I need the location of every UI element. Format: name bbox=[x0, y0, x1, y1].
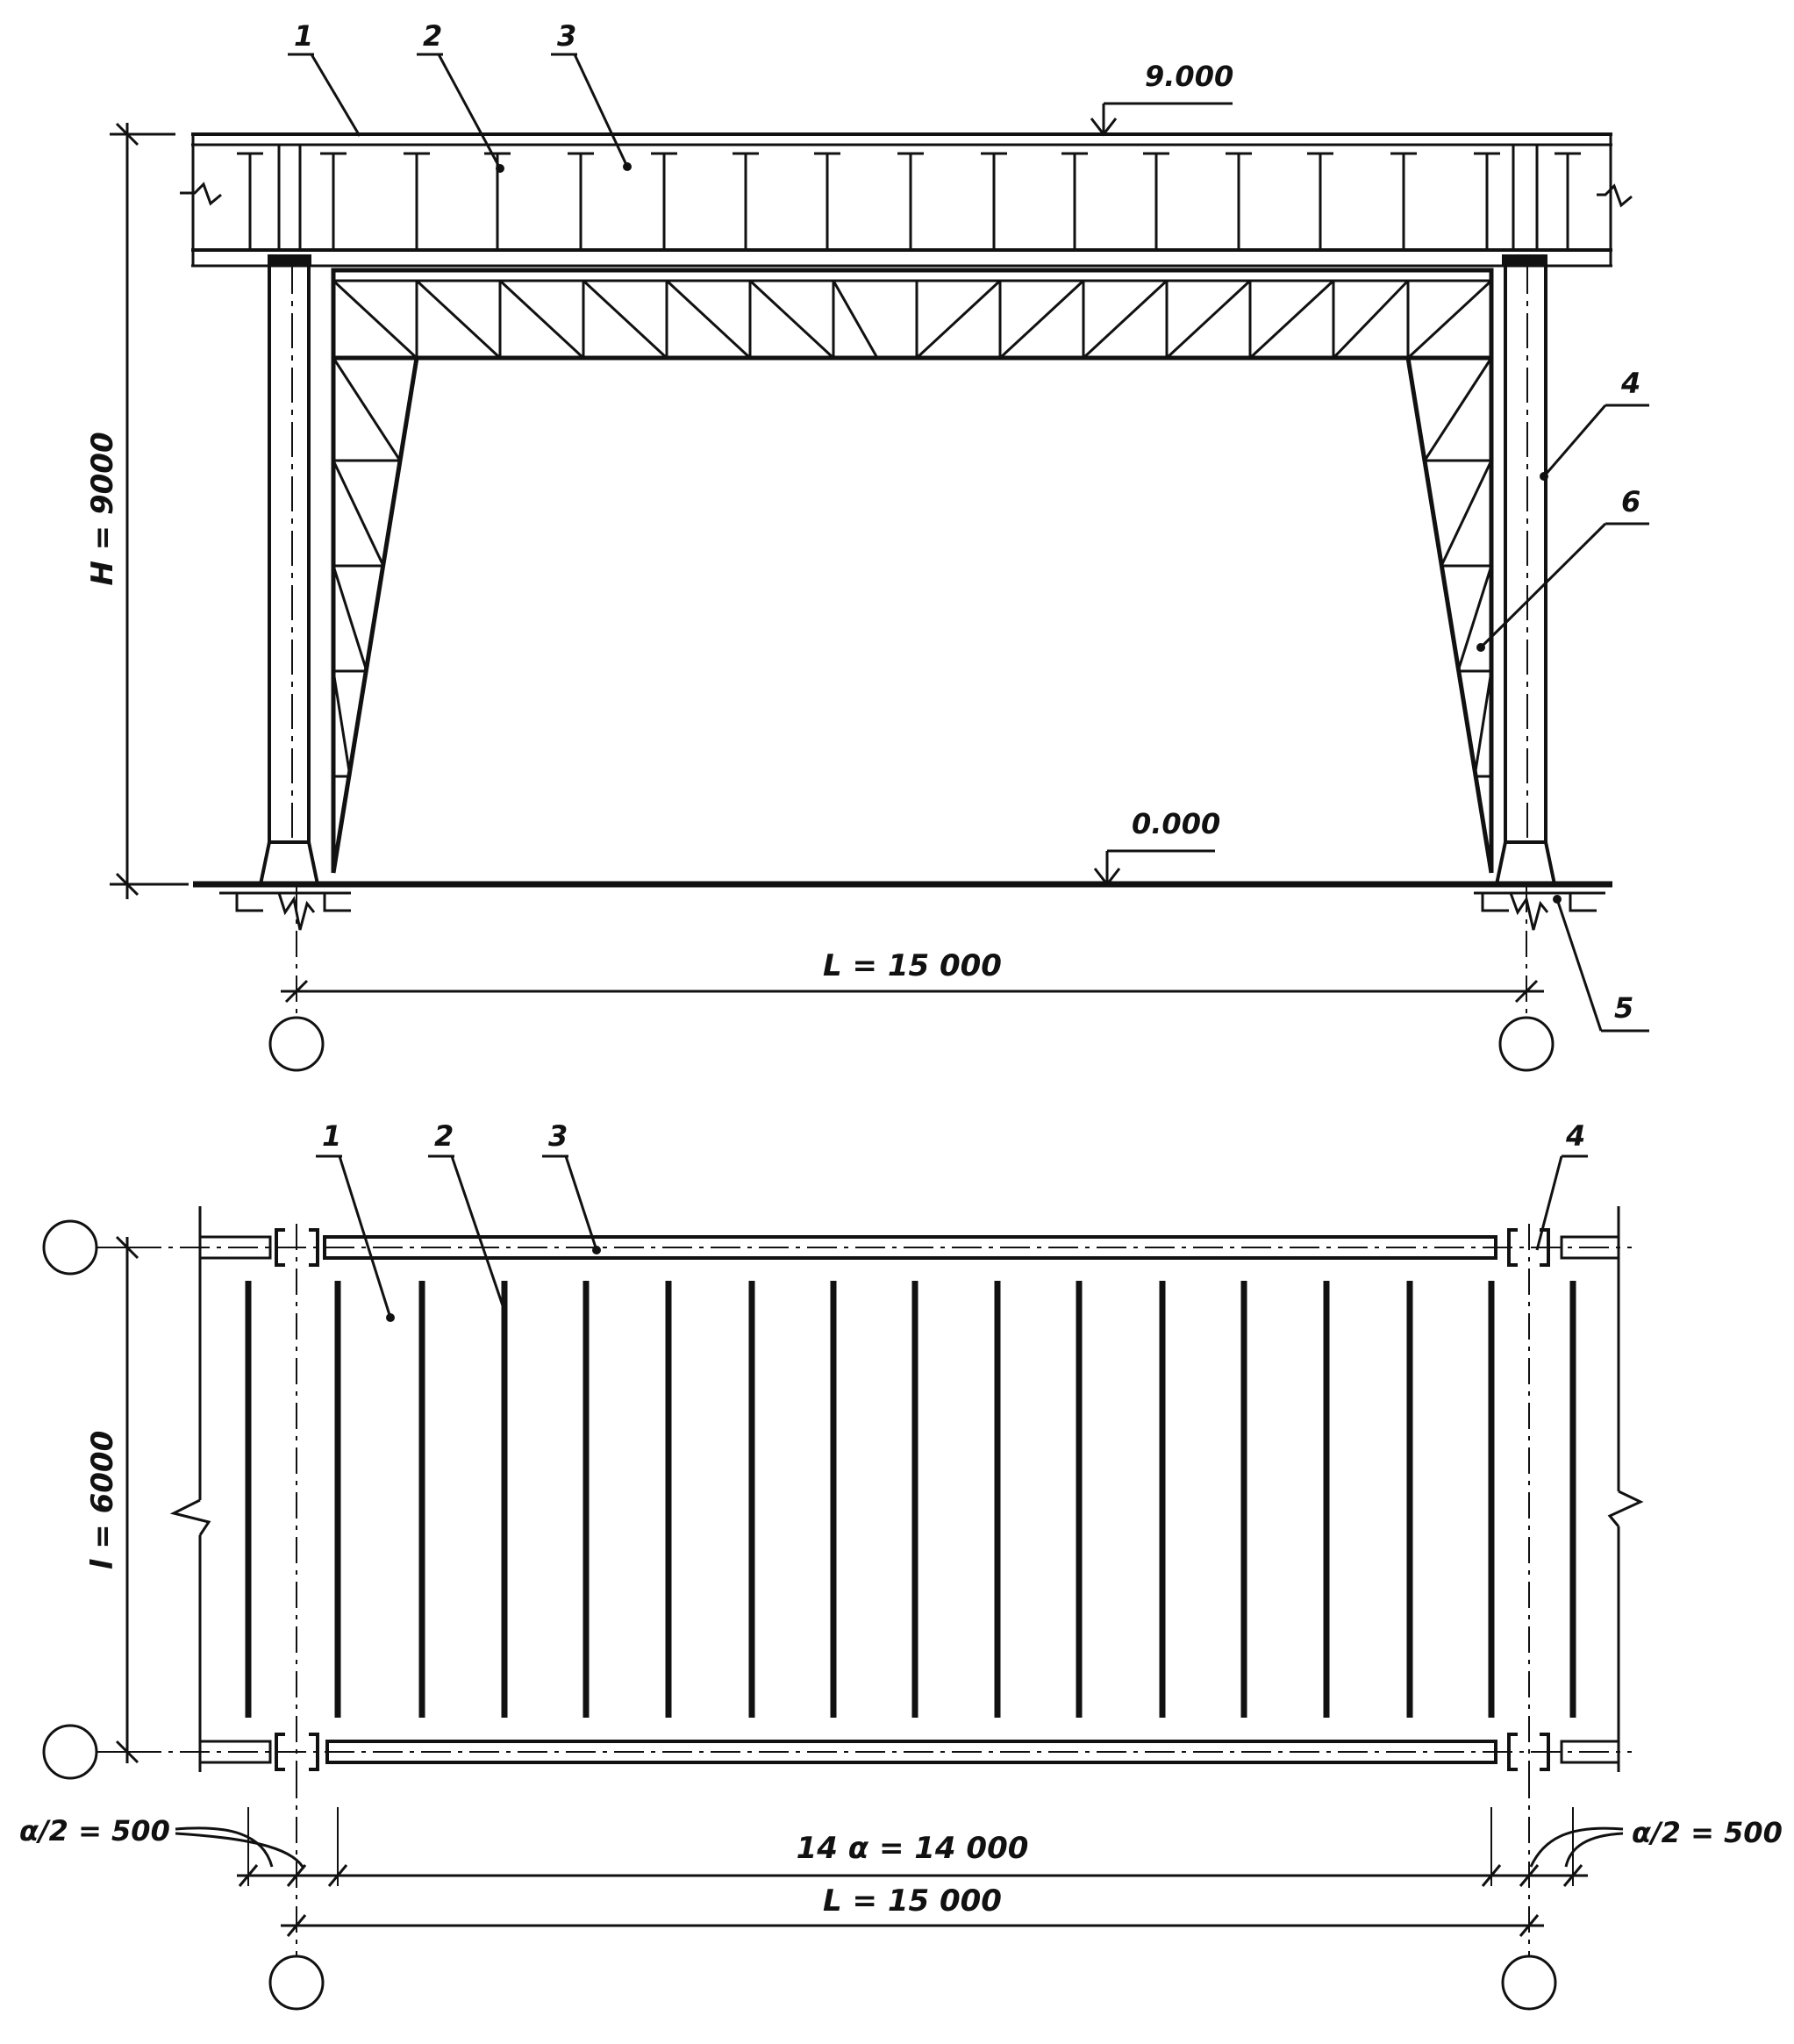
half-bay-left-label: α/2 = 500 bbox=[19, 1814, 170, 1847]
half-bay-right-label: α/2 = 500 bbox=[1632, 1816, 1783, 1849]
plan-bays-label: 14 α = 14 000 bbox=[796, 1831, 1029, 1866]
plan-width-label: l = 6000 bbox=[85, 1430, 120, 1570]
ground-and-foundations bbox=[193, 884, 1612, 930]
plan-boundaries bbox=[174, 1206, 1640, 1772]
frame-callout-1: 1 bbox=[294, 19, 314, 53]
plan-bay-dimension bbox=[237, 1807, 1588, 1886]
frame-elevation bbox=[85, 19, 1649, 1070]
roof-deck bbox=[180, 134, 1632, 266]
plan-view bbox=[19, 1119, 1783, 2009]
frame-height-label: H = 9000 bbox=[85, 432, 120, 586]
right-column bbox=[1497, 254, 1555, 884]
truss-frame bbox=[333, 270, 1491, 873]
plan-span-label: L = 15 000 bbox=[823, 1883, 1002, 1919]
ground-elevation-label: 0.000 bbox=[1132, 807, 1221, 840]
plan-callout-4: 4 bbox=[1566, 1119, 1586, 1153]
frame-span-label: L = 15 000 bbox=[823, 948, 1002, 983]
frame-callouts bbox=[288, 19, 1649, 1031]
height-dimension bbox=[85, 123, 189, 899]
plan-width-dimension bbox=[85, 1237, 138, 1763]
left-column bbox=[261, 254, 318, 884]
frame-callout-3: 3 bbox=[557, 19, 577, 53]
frame-callout-5: 5 bbox=[1614, 991, 1634, 1025]
frame-callout-2: 2 bbox=[423, 19, 443, 53]
plan-callout-1: 1 bbox=[322, 1119, 342, 1153]
elevation-top bbox=[1091, 60, 1233, 134]
plan-callout-2: 2 bbox=[434, 1119, 454, 1153]
span-dimension bbox=[281, 948, 1544, 1002]
top-elevation-label: 9.000 bbox=[1145, 60, 1234, 93]
frame-callout-4: 4 bbox=[1621, 367, 1641, 400]
plan-callout-3: 3 bbox=[548, 1119, 568, 1153]
frame-callout-6: 6 bbox=[1621, 485, 1641, 518]
elevation-ground bbox=[1095, 807, 1220, 884]
plan-span-dimension bbox=[281, 1883, 1544, 1936]
plan-purlins bbox=[248, 1281, 1573, 1718]
